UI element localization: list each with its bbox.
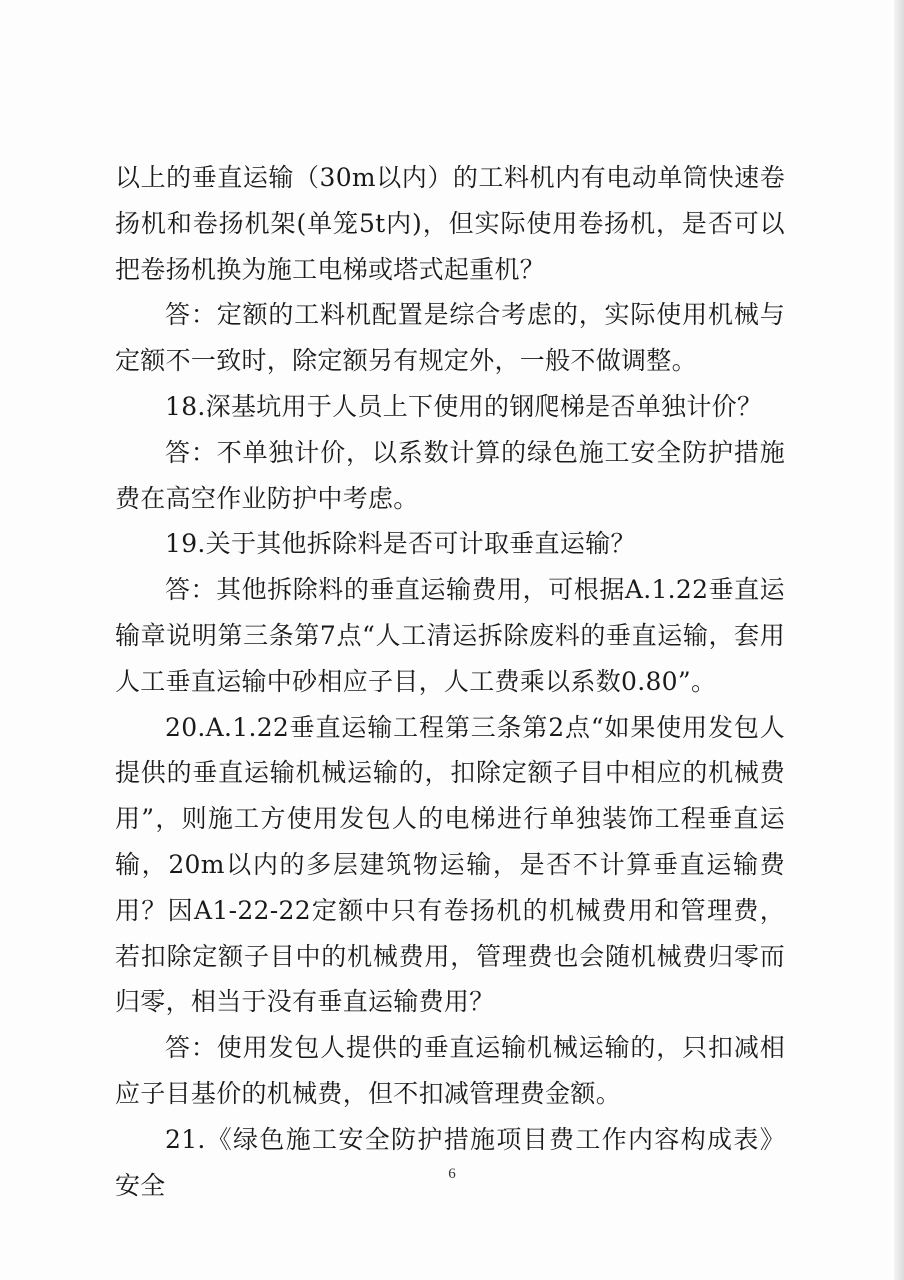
paragraph-continuation: 以上的垂直运输（30m以内）的工料机内有电动单筒快速卷扬机和卷扬机架(单笼5t内)，但实际使用卷扬机，是否可以把卷扬机换为施工电梯或塔式起重机？ [115,163,785,284]
question-21: 21.《绿色施工安全防护措施项目费工作内容构成表》安全 [115,1124,785,1200]
answer-paragraph: 答：定额的工料机配置是综合考虑的，实际使用机械与定额不一致时，除定额另有规定外，一般不做调整。 [115,300,785,376]
question-20: 20.A.1.22垂直运输工程第三条第2点“如果使用发包人提供的垂直运输机械运输的，扣除定额子目中相应的机械费用”，则施工方使用发包人的电梯进行单独装饰工程垂直运输，20m以内的多层建筑物运输，是否不计算垂直运输费用？因A1-22-22定额中只有卷扬机的机械费用和管理费，若扣除定额子目中的机械费用，管理费也会随机械费归零而归零，相当于没有垂直运输费用？ [115,712,785,1017]
answer-18: 答：不单独计价，以系数计算的绿色施工安全防护措施费在高空作业防护中考虑。 [115,437,785,513]
answer-20: 答：使用发包人提供的垂直运输机械运输的，只扣减相应子目基价的机械费，但不扣减管理费金额。 [115,1033,785,1108]
page-number: 6 [448,1166,456,1182]
scan-edge-shadow [894,0,904,1280]
question-19: 19.关于其他拆除料是否可计取垂直运输？ [165,529,636,559]
question-18: 18.深基坑用于人员上下使用的钢爬梯是否单独计价？ [165,391,763,421]
body-text [115,155,785,1208]
answer-19: 答：其他拆除料的垂直运输费用，可根据A.1.22垂直运输章说明第三条第7点“人工清运拆除废料的垂直运输，套用人工垂直运输中砂相应子目，人工费乘以系数0.80”。 [115,575,785,696]
